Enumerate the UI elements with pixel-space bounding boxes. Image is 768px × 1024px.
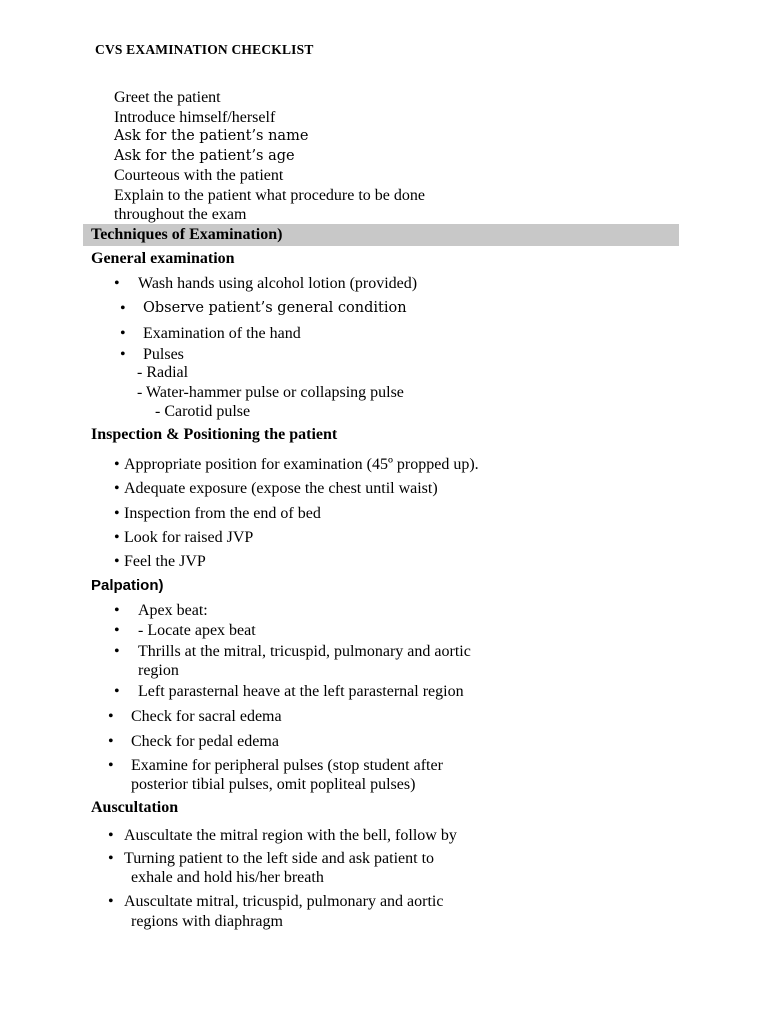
list-item: Look for raised JVP xyxy=(124,529,254,546)
list-item: Turning patient to the left side and ask patient to xyxy=(124,850,435,867)
list-item: region xyxy=(138,662,179,679)
bullet-icon: • xyxy=(114,275,120,292)
list-item: Thrills at the mitral, tricuspid, pulmonary and aortic xyxy=(138,643,471,660)
list-item: Appropriate position for examination (45º propped up). xyxy=(124,456,479,473)
list-item: Auscultate mitral, tricuspid, pulmonary and aortic xyxy=(124,893,444,910)
list-item: Apex beat: xyxy=(138,602,208,619)
auscultation-heading: Auscultation xyxy=(91,799,179,816)
intro-item: Introduce himself/herself xyxy=(114,108,276,126)
bullet-icon: • xyxy=(114,480,120,497)
bullet-icon: • xyxy=(120,346,126,363)
section-band xyxy=(83,224,679,246)
list-item: exhale and hold his/her breath xyxy=(131,869,324,886)
palpation-heading: Palpation) xyxy=(91,577,164,594)
bullet-icon: • xyxy=(108,893,114,910)
list-item: - Locate apex beat xyxy=(138,622,256,639)
bullet-icon: • xyxy=(114,553,120,570)
list-item: Adequate exposure (expose the chest until waist) xyxy=(124,480,438,497)
bullet-icon: • xyxy=(120,300,126,317)
list-item: Check for pedal edema xyxy=(131,733,279,750)
list-item: Auscultate the mitral region with the bell, follow by xyxy=(124,827,457,844)
bullet-icon: • xyxy=(114,622,120,639)
pulse-item: - Radial xyxy=(137,364,189,381)
list-item: Observe patient’s general condition xyxy=(143,300,407,316)
list-item: Pulses xyxy=(143,346,184,363)
bullet-icon: • xyxy=(120,325,126,342)
list-item: regions with diaphragm xyxy=(131,913,283,930)
bullet-icon: • xyxy=(108,708,114,725)
bullet-icon: • xyxy=(108,757,114,774)
list-item: Inspection from the end of bed xyxy=(124,505,321,522)
bullet-icon: • xyxy=(114,602,120,619)
bullet-icon: • xyxy=(108,733,114,750)
list-item: Examine for peripheral pulses (stop student after xyxy=(131,757,443,774)
intro-list xyxy=(114,88,425,225)
inspection-heading: Inspection & Positioning the patient xyxy=(91,426,338,443)
list-item: Left parasternal heave at the left parasternal region xyxy=(138,683,464,700)
bullet-icon: • xyxy=(108,827,114,844)
list-item: Check for sacral edema xyxy=(131,708,282,725)
bullet-icon: • xyxy=(108,850,114,867)
bullet-icon: • xyxy=(114,683,120,700)
bullet-icon: • xyxy=(114,505,120,522)
list-item: Examination of the hand xyxy=(143,325,301,342)
intro-item: Ask for the patient’s name xyxy=(114,128,309,144)
general-heading: General examination xyxy=(91,250,235,267)
list-item: Feel the JVP xyxy=(124,553,206,570)
intro-item: throughout the exam xyxy=(114,206,247,223)
bullet-icon: • xyxy=(114,456,120,473)
list-item: posterior tibial pulses, omit popliteal pulses) xyxy=(131,776,416,793)
list-item: Wash hands using alcohol lotion (provided) xyxy=(138,275,418,292)
pulse-item: - Carotid pulse xyxy=(155,403,251,420)
band-heading: Techniques of Examination) xyxy=(91,226,283,243)
document-title: CVS EXAMINATION CHECKLIST xyxy=(95,42,314,57)
intro-item: Courteous with the patient xyxy=(114,167,284,184)
bullet-icon: • xyxy=(114,529,120,546)
intro-item: Explain to the patient what procedure to be done xyxy=(114,186,426,204)
bullet-icon: • xyxy=(114,643,120,660)
pulse-item: - Water-hammer pulse or collapsing pulse xyxy=(137,384,404,401)
intro-item: Ask for the patient’s age xyxy=(114,147,295,164)
intro-item: Greet the patient xyxy=(114,89,221,106)
